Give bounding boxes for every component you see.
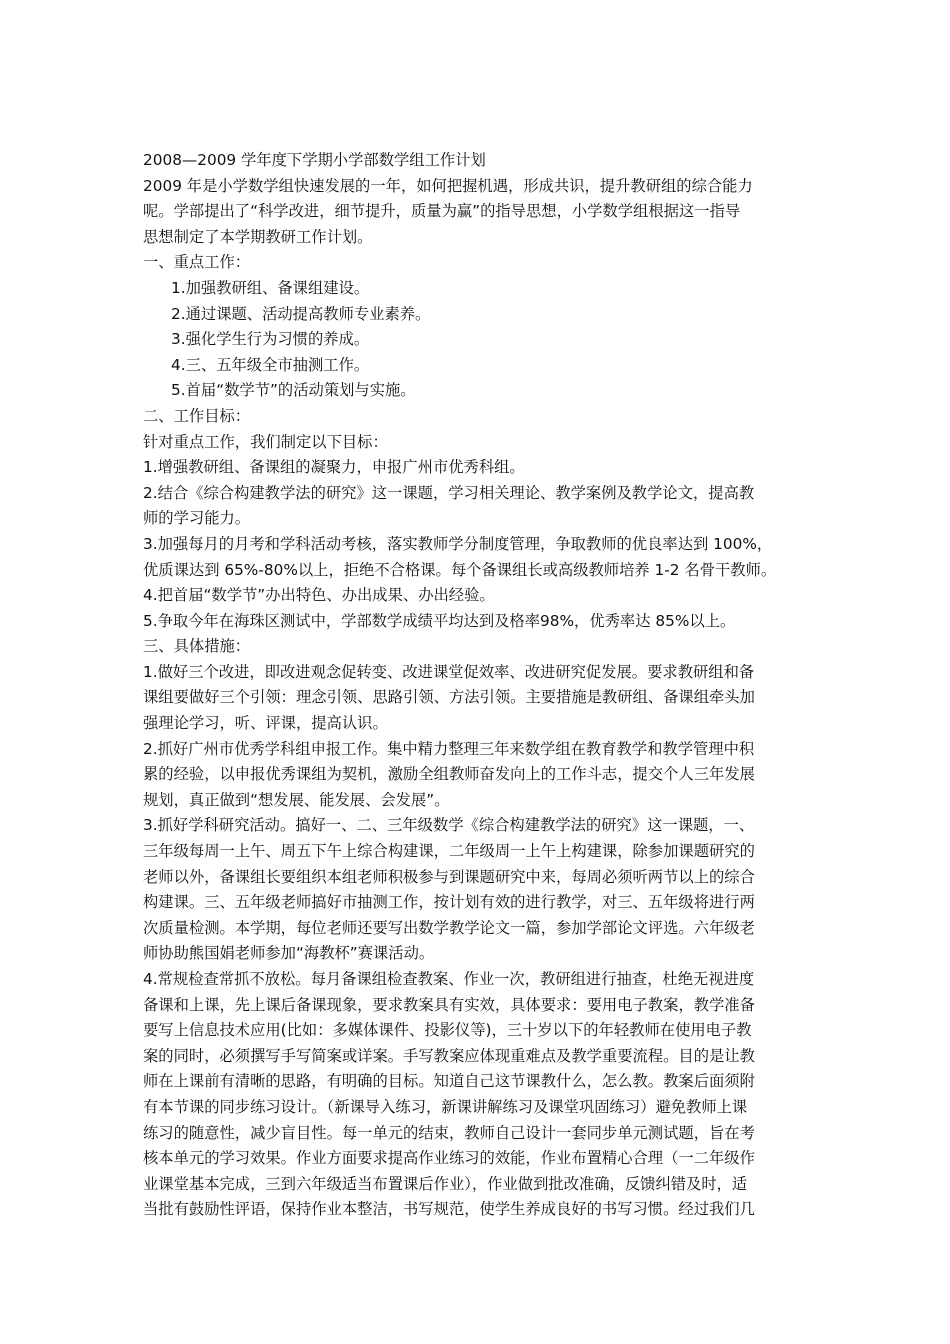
- list-item: 1.加强教研组、备课组建设。: [171, 278, 370, 297]
- paragraph-line: 次质量检测。本学期，每位老师还要写出数学教学论文一篇，参加学部论文评选。六年级老: [143, 918, 755, 937]
- paragraph-line: 1.增强教研组、备课组的凝聚力，申报广州市优秀科组。: [143, 458, 525, 477]
- paragraph-line: 2009 年是小学数学组快速发展的一年，如何把握机遇，形成共识，提升教研组的综合能力: [143, 176, 753, 195]
- paragraph-line: 呢。学部提出了“科学改进，细节提升，质量为赢”的指导思想，小学数学组根据这一指导: [143, 202, 741, 221]
- paragraph-line: 核本单元的学习效果。作业方面要求提高作业练习的效能，作业布置精心合理（一二年级作: [143, 1149, 755, 1168]
- list-item: 3.强化学生行为习惯的养成。: [171, 330, 370, 349]
- paragraph-line: 要写上信息技术应用(比如：多媒体课件、投影仪等)，三十岁以下的年轻教师在使用电子教: [143, 1021, 752, 1040]
- section-heading: 二、工作目标：: [143, 406, 251, 425]
- list-item: 4.三、五年级全市抽测工作。: [171, 355, 370, 374]
- section-heading: 三、具体措施：: [143, 637, 251, 656]
- paragraph-line: 当批有鼓励性评语，保持作业本整洁，书写规范，使学生养成良好的书写习惯。经过我们几: [143, 1200, 755, 1219]
- paragraph-line: 师的学习能力。: [143, 509, 251, 528]
- paragraph-line: 师在上课前有清晰的思路，有明确的目标。知道自己这节课教什么，怎么教。教案后面须附: [143, 1072, 755, 1091]
- paragraph-line: 针对重点工作，我们制定以下目标：: [143, 432, 388, 451]
- paragraph-line: 练习的随意性，减少盲目性。每一单元的结束，教师自己设计一套同步单元测试题，旨在考: [143, 1123, 755, 1142]
- section-heading: 一、重点工作：: [143, 253, 251, 272]
- document-body: [143, 148, 823, 1223]
- paragraph-line: 师协助熊国娟老师参加“海教杯”赛课活动。: [143, 944, 435, 963]
- paragraph-line: 累的经验，以申报优秀课组为契机，激励全组教师奋发向上的工作斗志，提交个人三年发展: [143, 765, 755, 784]
- paragraph-line: 2.结合《综合构建教学法的研究》这一课题，学习相关理论、教学案例及教学论文，提高教: [143, 483, 755, 502]
- paragraph-line: 规划，真正做到“想发展、能发展、会发展”。: [143, 790, 450, 809]
- document-title: 2008—2009 学年度下学期小学部数学组工作计划: [143, 151, 486, 169]
- paragraph-line: 3.加强每月的月考和学科活动考核，落实教师学分制度管理，争取教师的优良率达到 100%，: [143, 534, 773, 553]
- paragraph-line: 课组要做好三个引领：理念引领、思路引领、方法引领。主要措施是教研组、备课组牵头加: [143, 688, 755, 707]
- paragraph-line: 4.把首届“数学节”办出特色、办出成果、办出经验。: [143, 586, 495, 605]
- paragraph-line: 1.做好三个改进，即改进观念促转变、改进课堂促效率、改进研究促发展。要求教研组和备: [143, 662, 755, 681]
- paragraph-line: 强理论学习，听、评课，提高认识。: [143, 714, 388, 733]
- paragraph-line: 案的同时，必须撰写手写简案或详案。手写教案应体现重难点及教学重要流程。目的是让教: [143, 1046, 755, 1065]
- paragraph-line: 三年级每周一上午、周五下午上综合构建课，二年级周一上午上构建课，除参加课题研究的: [143, 842, 755, 861]
- paragraph-line: 老师以外，备课组长要组织本组老师积极参与到课题研究中来，每周必须听两节以上的综合: [143, 867, 755, 886]
- list-item: 2.通过课题、活动提高教师专业素养。: [171, 304, 431, 323]
- paragraph-line: 5.争取今年在海珠区测试中，学部数学成绩平均达到及格率98%，优秀率达 85%以上。: [143, 611, 736, 630]
- paragraph-line: 优质课达到 65%-80%以上，拒绝不合格课。每个备课组长或高级教师培养 1-2 名骨干教师。: [143, 560, 777, 579]
- paragraph-line: 业课堂基本完成，三到六年级适当布置课后作业），作业做到批改准确，反馈纠错及时，适: [143, 1174, 748, 1193]
- paragraph-line: 2.抓好广州市优秀学科组申报工作。集中精力整理三年来数学组在教育教学和教学管理中积: [143, 739, 755, 758]
- paragraph-line: 备课和上课，先上课后备课现象，要求教案具有实效，具体要求：要用电子教案，教学准备: [143, 995, 755, 1014]
- list-item: 5.首届“数学节”的活动策划与实施。: [171, 381, 416, 400]
- paragraph-line: 3.抓好学科研究活动。搞好一、二、三年级数学《综合构建教学法的研究》这一课题，一、: [143, 816, 755, 835]
- paragraph-line: 思想制定了本学期教研工作计划。: [143, 227, 373, 246]
- paragraph-line: 构建课。三、五年级老师搞好市抽测工作，按计划有效的进行教学，对三、五年级将进行两: [143, 893, 755, 912]
- paragraph-line: 4.常规检查常抓不放松。每月备课组检查教案、作业一次，教研组进行抽查，杜绝无视进度: [143, 970, 755, 988]
- paragraph-line: 有本节课的同步练习设计。（新课导入练习，新课讲解练习及课堂巩固练习）避免教师上课: [143, 1097, 748, 1116]
